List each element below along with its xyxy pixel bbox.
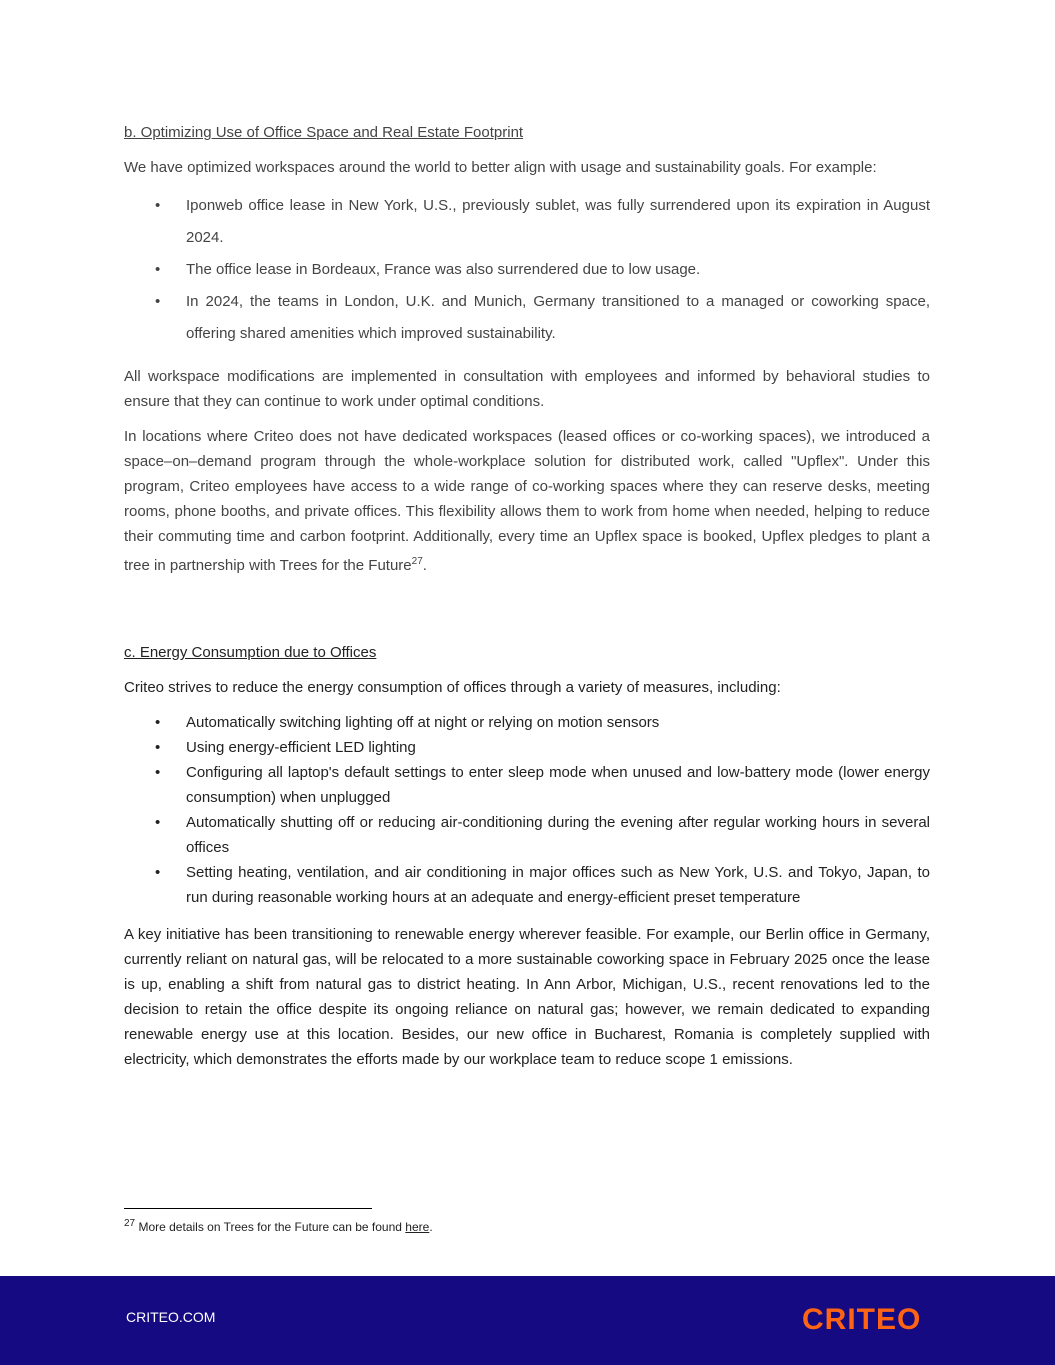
footnote-link[interactable]: here: [405, 1220, 430, 1234]
section-b: [124, 124, 930, 578]
para-text: In locations where Criteo does not have dedicated workspaces (leased offices or co-working spaces), we introduced a space–on–demand program through the whole-workplace solution for distributed work, called "Upflex". Under this program, Criteo employees have access to a wide range of co-working spaces where they can reserve desks, meeting rooms, phone booths, and private offices. This flexibility allows them to work from home when needed, helping to reduce their commuting time and carbon footprint. Additionally, every time an Upflex space is booked, Upflex pledges to plant a tree in partnership with Trees for the Future: [124, 428, 930, 574]
footnote-number: 27: [124, 1218, 136, 1229]
section-b-para1: All workspace modifications are implemented in consultation with employees and informed by behavioral studies to ensure that they can continue to work under optimal conditions.: [124, 368, 930, 410]
list-item: • Using energy-efficient LED lighting: [124, 735, 930, 760]
section-b-list: [124, 190, 930, 350]
criteo-logo: CRITEO: [802, 1303, 922, 1336]
section-c-para: A key initiative has been transitioning to renewable energy wherever feasible. For example, our Berlin office in Germany, currently reliant on natural gas, will be relocated to a more sustainable coworking space in February 2025 once the lease is up, enabling a shift from natural gas to district heating. In Ann Arbor, Michigan, U.S., recent renovations led to the decision to retain the office despite its ongoing reliance on natural gas; however, we remain dedicated to expanding renewable energy use at this location. Besides, our new office in Bucharest, Romania is completely supplied with electricity, which demonstrates the efforts made by our workplace team to reduce scope 1 emissions.: [124, 926, 930, 1068]
footnote-divider: [124, 1208, 372, 1209]
section-c-intro: Criteo strives to reduce the energy consumption of offices through a variety of measures, including:: [124, 679, 781, 696]
section-c-list: [124, 710, 930, 910]
footnote-text: More details on Trees for the Future can be found: [135, 1220, 406, 1234]
footnote-ref[interactable]: 27: [411, 556, 423, 567]
list-item: • Configuring all laptop's default settings to enter sleep mode when unused and low-battery mode (lower energy consumption) when unplugged: [124, 760, 930, 810]
list-item: • Setting heating, ventilation, and air conditioning in major offices such as New York, U.S. and Tokyo, Japan, to run during reasonable working hours at an adequate and energy-efficient preset temperature: [124, 860, 930, 910]
list-item: • Iponweb office lease in New York, U.S., previously sublet, was fully surrendered upon its expiration in August 2024.: [124, 190, 930, 254]
list-item: • In 2024, the teams in London, U.K. and Munich, Germany transitioned to a managed or coworking space, offering shared amenities which improved sustainability.: [124, 286, 930, 350]
footnote-end: .: [429, 1220, 433, 1234]
section-c: [124, 644, 930, 1072]
list-item: • Automatically shutting off or reducing air-conditioning during the evening after regular working hours in several offices: [124, 810, 930, 860]
section-b-intro: We have optimized workspaces around the world to better align with usage and sustainability goals. For example:: [124, 159, 877, 176]
section-b-para2: In locations where Criteo does not have dedicated workspaces (leased offices or co-working spaces), we introduced a space–on–demand program through the whole-workplace solution for distributed work, called "Upflex". Under this program, Criteo employees have access to a wide range of co-working spaces where they can reserve desks, meeting rooms, phone booths, and private offices. This flexibility allows them to work from home when needed, helping to reduce their commuting time and carbon footprint. Additionally, every time an Upflex space is booked, Upflex pledges to plant a tree in partnership with Trees for the Future$^{27}$.: [124, 428, 930, 574]
page-footer: [0, 1276, 1055, 1365]
section-c-heading: c. Energy Consumption due to Offices: [124, 644, 377, 661]
main-content: [124, 124, 930, 1082]
website-link[interactable]: CRITEO.COM: [126, 1309, 216, 1325]
footnote: [124, 1218, 433, 1234]
section-b-heading: b. Optimizing Use of Office Space and Real Estate Footprint: [124, 124, 524, 141]
list-item: • The office lease in Bordeaux, France was also surrendered due to low usage.: [124, 254, 930, 286]
list-item: • Automatically switching lighting off at night or relying on motion sensors: [124, 710, 930, 735]
